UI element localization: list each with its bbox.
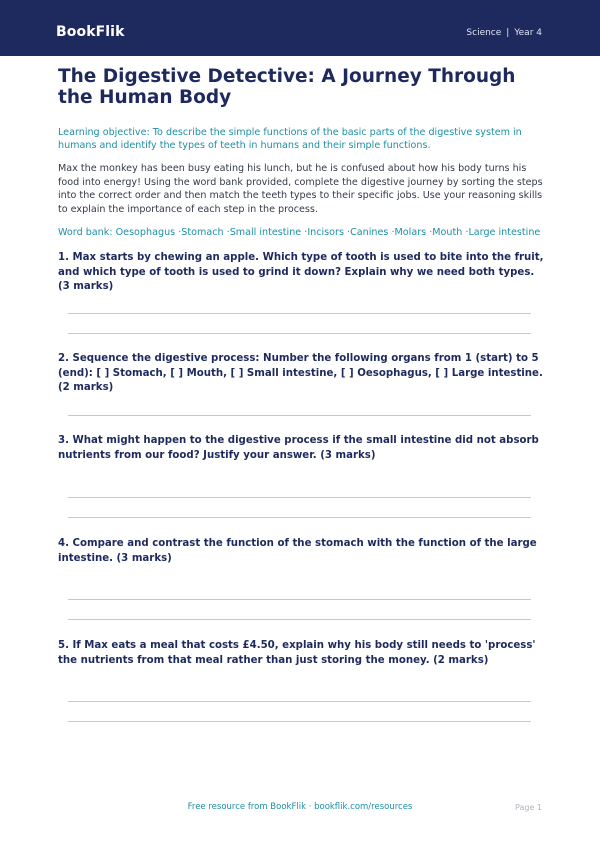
answer-line[interactable] [68, 313, 531, 314]
footer-text: Free resource from BookFlik · bookflik.com/resources [187, 802, 413, 812]
learning-objective: Learning objective: To describe the simple functions of the basic parts of the digestive system in humans and identify the types of teeth in humans and their simple functions. [58, 127, 522, 151]
word-bank-item: · Small intestine [224, 227, 302, 238]
answer-line[interactable] [68, 415, 531, 416]
page-header [0, 0, 600, 56]
question-5: 5. If Max eats a meal that costs £4.50, explain why his body still needs to 'process' the nutrients from that meal rather than just storing the money. (2 marks) [58, 640, 536, 666]
word-bank-item: · Canines [344, 227, 388, 238]
answer-line[interactable] [68, 599, 531, 600]
answer-line[interactable] [68, 721, 531, 722]
answer-line[interactable] [68, 619, 531, 620]
answer-line[interactable] [68, 497, 531, 498]
word-bank-item: · Stomach [175, 227, 223, 238]
answer-line[interactable] [68, 517, 531, 518]
question-1: 1. Max starts by chewing an apple. Which type of tooth is used to bite into the fruit, and which type of tooth is used to grind it down? Explain why we need both types. (3 marks) [58, 252, 544, 292]
intro-paragraph: Max the monkey has been busy eating his lunch, but he is confused about how his body turns his food into energy! Using the word bank provided, complete the digestive journey by sorting the steps into the correct order and then match the teeth types to their specific jobs. Use your reasoning skills to explain the importance of each step in the process. [58, 163, 543, 215]
word-bank-item: · Mouth [426, 227, 462, 238]
word-bank [58, 226, 544, 239]
word-bank-item: · Large intestine [462, 227, 540, 238]
brand-logo: BookFlik [56, 24, 125, 40]
question-3: 3. What might happen to the digestive process if the small intestine did not absorb nutrients from our food? Justify your answer. (3 marks) [58, 435, 539, 461]
answer-line[interactable] [68, 701, 531, 702]
word-bank-label: Word bank: [58, 227, 116, 239]
word-bank-item: · Molars [388, 227, 426, 238]
question-2: 2. Sequence the digestive process: Number the following organs from 1 (start) to 5 (end): [ ] Stomach, [ ] Mouth, [ ] Small intestine, [ ] Oesophagus, [ ] Large intestine. (2 marks) [58, 353, 543, 393]
worksheet-title: The Digestive Detective: A Journey Through the Human Body [58, 66, 516, 108]
question-4: 4. Compare and contrast the function of the stomach with the function of the large intestine. (3 marks) [58, 538, 537, 564]
worksheet-intro [58, 66, 544, 239]
subject-year [466, 27, 542, 39]
year-label: Year 4 [514, 28, 542, 38]
page-number: Page 1 [515, 803, 542, 812]
answer-line[interactable] [68, 333, 531, 334]
word-bank-item: · Incisors [301, 227, 344, 238]
meta-separator: | [506, 28, 510, 38]
word-bank-item: Oesophagus [115, 227, 176, 239]
subject-label: Science [466, 28, 502, 38]
